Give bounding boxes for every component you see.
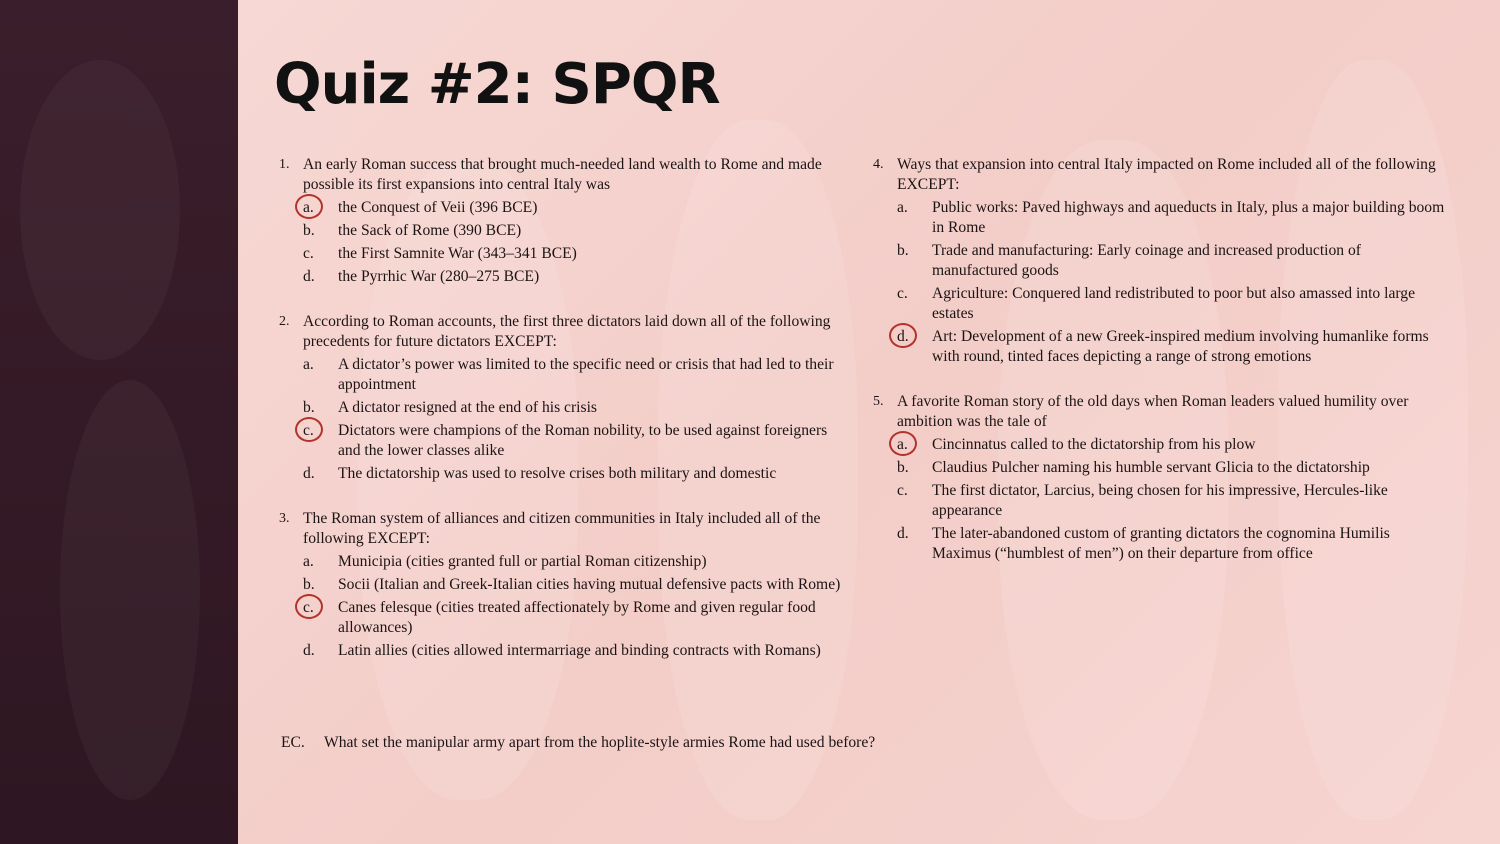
question-number: 5. — [873, 394, 884, 409]
option-text: Cincinnatus called to the dictatorship from his plow — [932, 436, 1256, 453]
option-text: The dictatorship was used to resolve crises both military and domestic — [338, 465, 777, 482]
answer-option — [303, 198, 849, 218]
answer-option — [897, 327, 1448, 367]
option-text: Municipia (cities granted full or partial Roman citizenship) — [338, 553, 707, 570]
question-1 — [279, 155, 849, 287]
option-letter — [303, 221, 338, 241]
option-letter-text: a. — [303, 356, 314, 373]
question-body — [303, 312, 849, 484]
option-letter — [303, 641, 338, 661]
option-letter — [303, 575, 338, 595]
extra-credit-text: What set the manipular army apart from the hoplite-style armies Rome had used before? — [324, 734, 876, 751]
right-column — [873, 155, 1448, 564]
answer-option — [303, 244, 849, 264]
option-letter — [303, 198, 338, 218]
question-text: Ways that expansion into central Italy impacted on Rome included all of the following EXCEPT: — [897, 156, 1436, 193]
option-text: The first dictator, Larcius, being chosen for his impressive, Hercules-like appearance — [932, 482, 1388, 519]
option-letter — [897, 524, 932, 564]
question-number: 4. — [873, 157, 884, 172]
option-letter-text: a. — [897, 199, 908, 216]
option-letter — [897, 198, 932, 238]
question-text: The Roman system of alliances and citizen communities in Italy included all of the following EXCEPT: — [303, 510, 821, 547]
answer-option — [303, 355, 849, 395]
question-number: 3. — [279, 511, 290, 526]
sidebar-panel — [0, 0, 238, 844]
question-spacer — [279, 484, 849, 509]
extra-credit-label: EC. — [281, 734, 305, 751]
option-letter-text: c. — [897, 482, 908, 499]
sidebar-statue-shape — [20, 60, 180, 360]
option-letter — [897, 284, 932, 324]
option-text: A dictator resigned at the end of his crisis — [338, 399, 597, 416]
option-letter — [303, 398, 338, 418]
option-letter-text: d. — [303, 268, 315, 285]
question-4 — [873, 155, 1448, 367]
option-letter — [897, 241, 932, 281]
answer-option — [303, 267, 849, 287]
option-text: Agriculture: Conquered land redistributed to poor but also amassed into large estates — [932, 285, 1416, 322]
answer-option — [897, 198, 1448, 238]
option-letter — [303, 244, 338, 264]
question-number: 2. — [279, 314, 290, 329]
option-letter-text: c. — [897, 285, 908, 302]
question-body — [303, 509, 849, 661]
option-text: Trade and manufacturing: Early coinage and increased production of manufactured goods — [932, 242, 1361, 279]
question-5 — [873, 392, 1448, 564]
answer-option — [303, 552, 849, 572]
option-letter — [303, 267, 338, 287]
question-text: An early Roman success that brought much-needed land wealth to Rome and made possible its first expansions into central Italy was — [303, 156, 822, 193]
option-letter-text: b. — [897, 242, 909, 259]
option-text: A dictator’s power was limited to the specific need or crisis that had led to their appointment — [338, 356, 834, 393]
option-letter-text: d. — [303, 465, 315, 482]
option-letter-text: c. — [303, 422, 314, 439]
answer-option — [897, 481, 1448, 521]
option-letter-text: b. — [303, 222, 315, 239]
question-text: A favorite Roman story of the old days when Roman leaders valued humility over ambition was the tale of — [897, 393, 1409, 430]
option-text: Art: Development of a new Greek-inspired medium involving humanlike forms with round, tinted faces depicting a range of strong emotions — [932, 328, 1429, 365]
option-letter-text: d. — [897, 328, 909, 345]
option-letter-text: b. — [303, 399, 315, 416]
option-letter-text: b. — [303, 576, 315, 593]
option-text: Claudius Pulcher naming his humble servant Glicia to the dictatorship — [932, 459, 1370, 476]
answer-option — [303, 464, 849, 484]
option-letter — [303, 464, 338, 484]
option-text: the Pyrrhic War (280–275 BCE) — [338, 268, 540, 285]
option-letter-text: a. — [303, 553, 314, 570]
option-letter — [303, 598, 338, 638]
option-letter-text: d. — [303, 642, 315, 659]
answer-option — [303, 575, 849, 595]
option-letter-text: b. — [897, 459, 909, 476]
answer-option — [303, 641, 849, 661]
answer-option — [897, 435, 1448, 455]
question-body — [897, 155, 1448, 367]
answer-option — [303, 421, 849, 461]
option-text: Dictators were champions of the Roman nobility, to be used against foreigners and the lower classes alike — [338, 422, 828, 459]
question-body — [897, 392, 1448, 564]
question-3 — [279, 509, 849, 661]
option-text: Canes felesque (cities treated affectionately by Rome and given regular food allowances) — [338, 599, 816, 636]
answer-option — [897, 524, 1448, 564]
option-letter-text: c. — [303, 599, 314, 616]
option-letter — [897, 327, 932, 367]
question-2 — [279, 312, 849, 484]
answer-option — [303, 221, 849, 241]
question-spacer — [873, 367, 1448, 392]
question-text: According to Roman accounts, the first three dictators laid down all of the following precedents for future dictators EXCEPT: — [303, 313, 831, 350]
answer-option — [303, 398, 849, 418]
option-text: The later-abandoned custom of granting dictators the cognomina Humilis Maximus (“humblest of men”) on their departure from office — [932, 525, 1390, 562]
option-text: the Sack of Rome (390 BCE) — [338, 222, 522, 239]
question-body — [303, 155, 849, 287]
option-letter — [897, 458, 932, 478]
option-text: the Conquest of Veii (396 BCE) — [338, 199, 538, 216]
sidebar-statue-shape — [60, 380, 200, 800]
option-letter-text: d. — [897, 525, 909, 542]
option-letter — [897, 481, 932, 521]
question-spacer — [279, 287, 849, 312]
answer-option — [897, 284, 1448, 324]
option-text: Latin allies (cities allowed intermarriage and binding contracts with Romans) — [338, 642, 821, 659]
page-title: Quiz #2: SPQR — [274, 52, 720, 117]
option-letter-text: a. — [303, 199, 314, 216]
answer-option — [897, 241, 1448, 281]
question-number: 1. — [279, 157, 290, 172]
option-text: Public works: Paved highways and aqueducts in Italy, plus a major building boom in Rome — [932, 199, 1445, 236]
option-text: Socii (Italian and Greek-Italian cities having mutual defensive pacts with Rome) — [338, 576, 841, 593]
option-letter — [897, 435, 932, 455]
left-column — [279, 155, 849, 661]
option-letter — [303, 552, 338, 572]
extra-credit-question — [281, 733, 875, 753]
answer-option — [303, 598, 849, 638]
option-text: the First Samnite War (343–341 BCE) — [338, 245, 577, 262]
answer-option — [897, 458, 1448, 478]
option-letter — [303, 355, 338, 395]
option-letter — [303, 421, 338, 461]
option-letter-text: c. — [303, 245, 314, 262]
option-letter-text: a. — [897, 436, 908, 453]
